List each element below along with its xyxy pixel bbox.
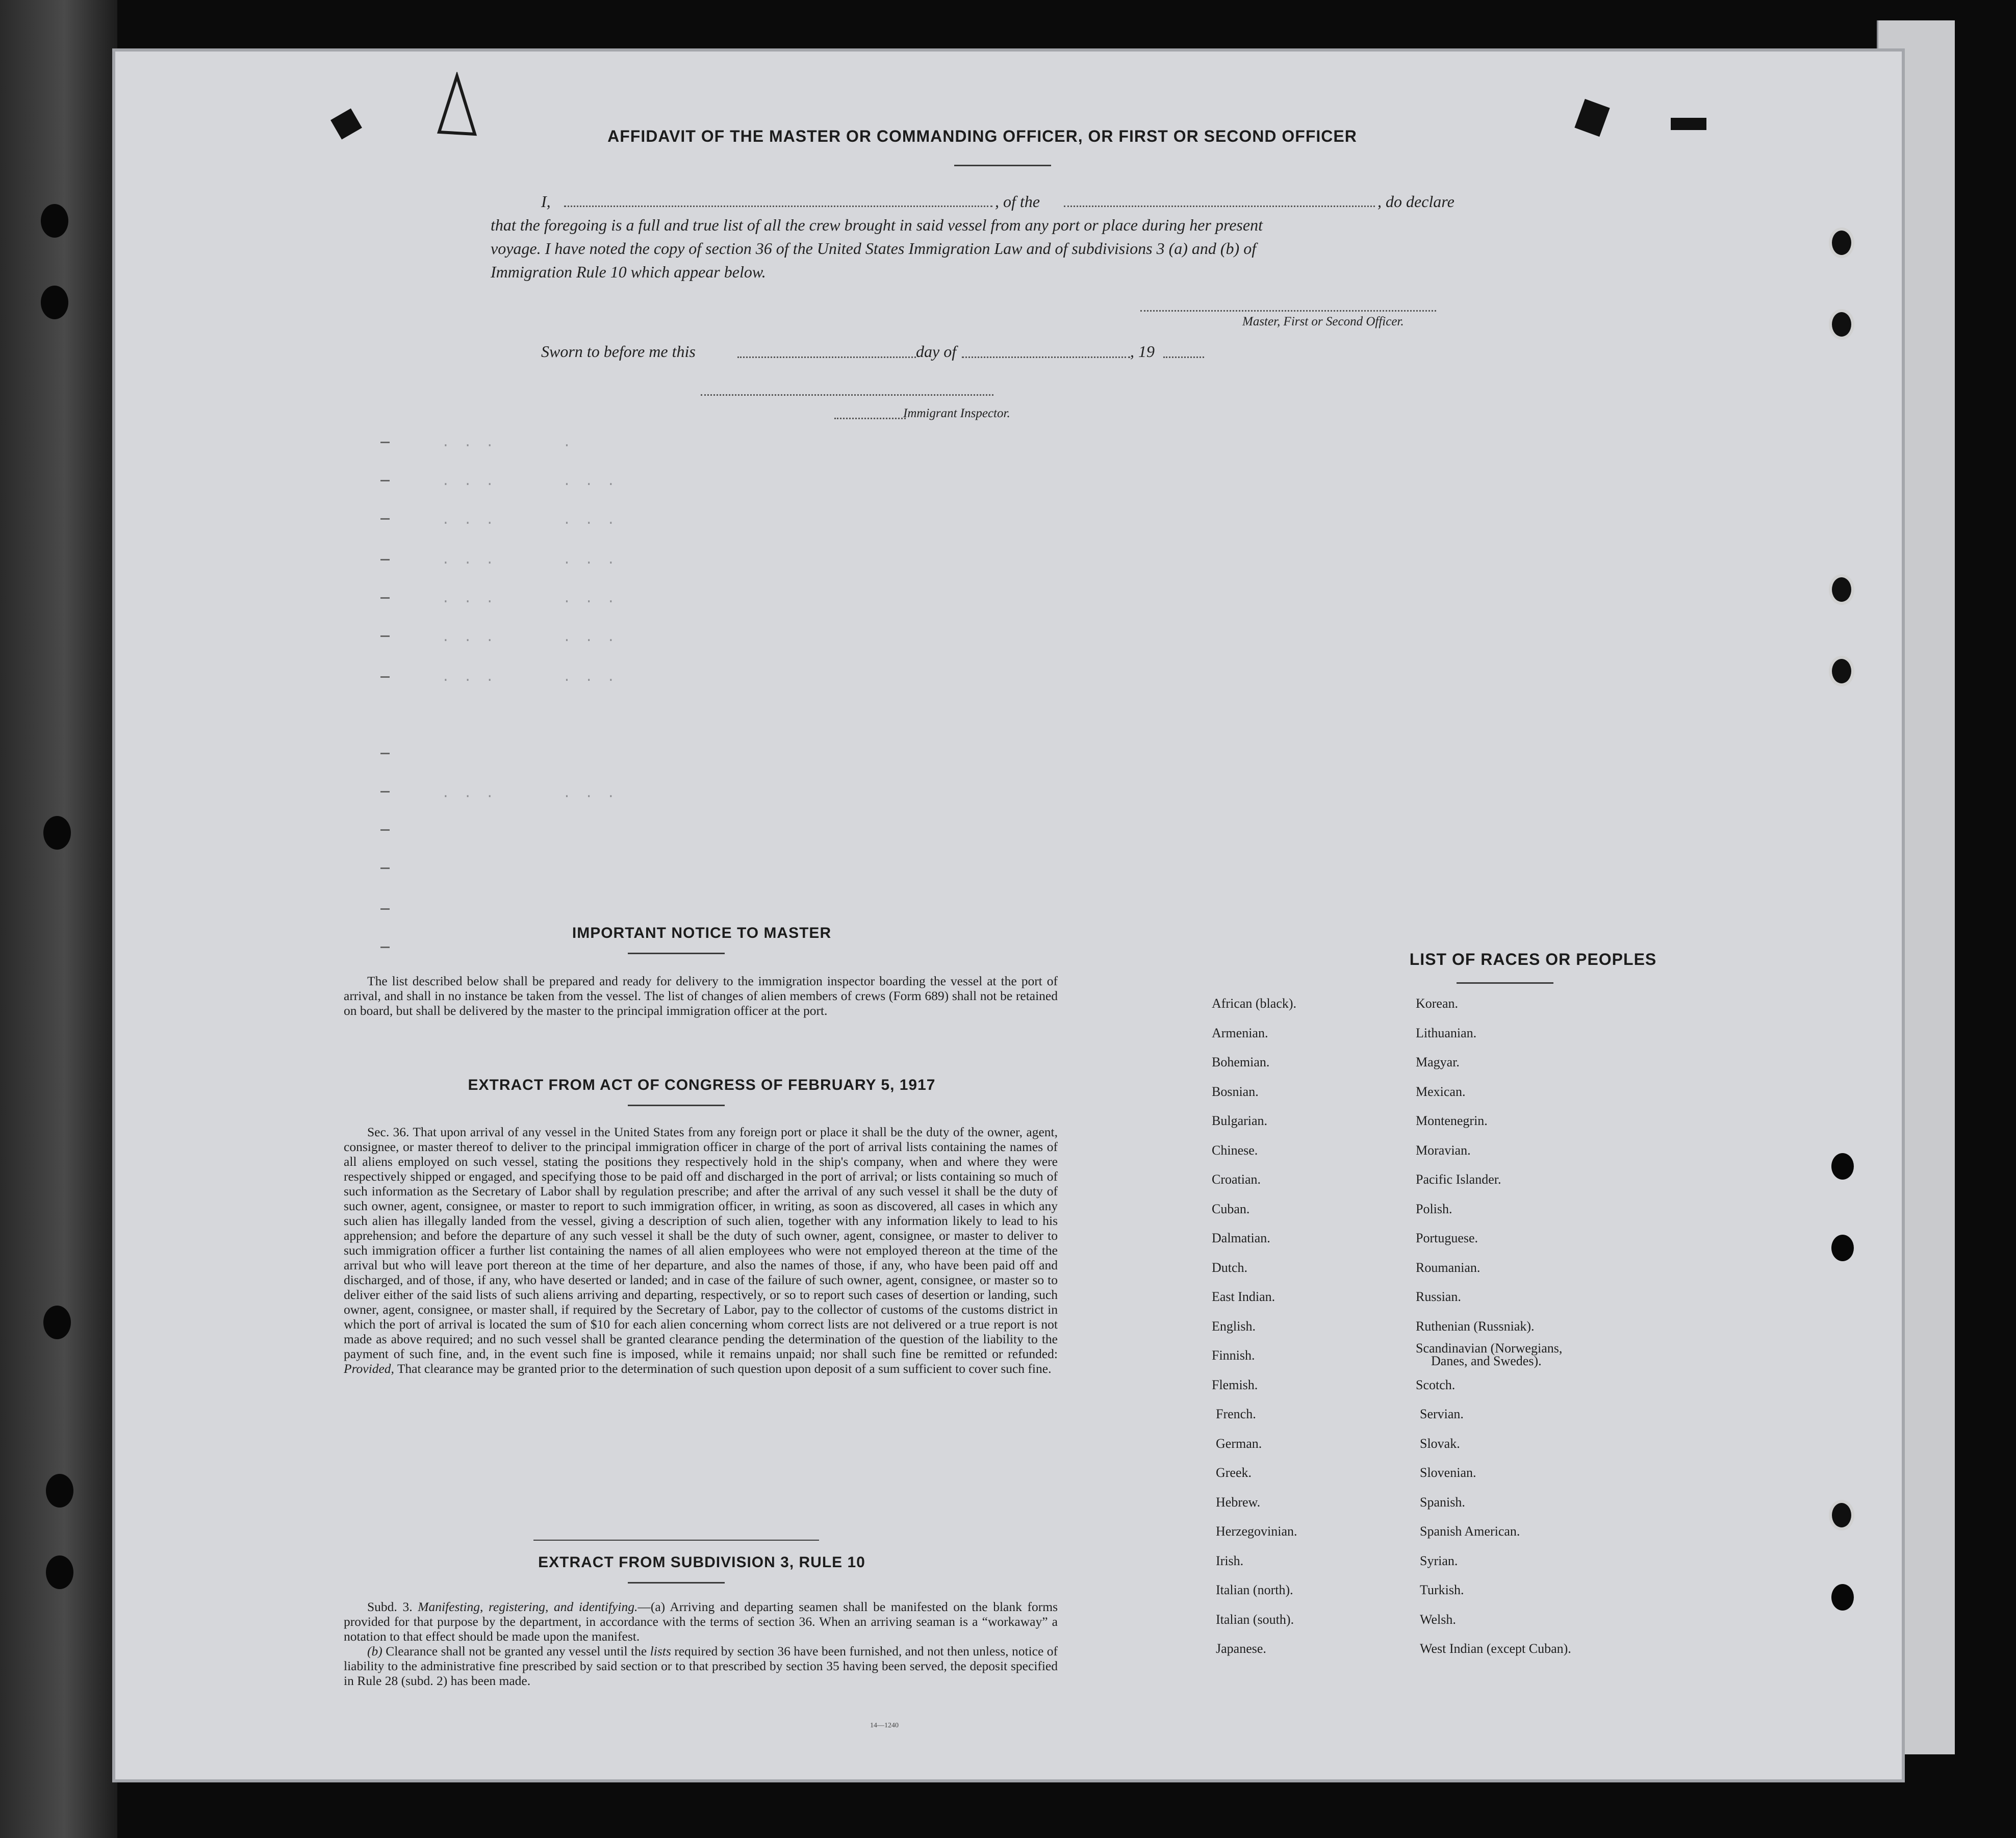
punch-hole [1829, 309, 1854, 340]
race-item: Turkish. [1420, 1582, 1464, 1597]
race-item: West Indian (except Cuban). [1420, 1641, 1571, 1656]
race-item: Magyar. [1416, 1055, 1460, 1069]
race-item: Italian (north). [1216, 1582, 1293, 1597]
race-item: Spanish. [1420, 1494, 1465, 1510]
bleed-through-text: . . . . [442, 435, 574, 450]
race-item: Slovenian. [1420, 1465, 1476, 1480]
punch-hole [1829, 656, 1854, 686]
races-title: LIST OF RACES OR PEOPLES [1409, 950, 1657, 968]
race-item: Dutch. [1212, 1260, 1248, 1275]
race-item: Moravian. [1416, 1142, 1471, 1158]
do-declare-label: , do declare [1377, 192, 1454, 211]
divider [628, 1582, 725, 1584]
race-item: Lithuanian. [1416, 1025, 1477, 1040]
bleed-dash [380, 908, 390, 910]
race-item: Scandinavian (Norwegians, [1416, 1341, 1563, 1356]
subdivision-title: Manifesting, registering, and identifying. [418, 1599, 638, 1614]
binder-hole [41, 204, 68, 238]
document-page [112, 48, 1905, 1782]
race-item: Polish. [1416, 1201, 1452, 1216]
bleed-dash [380, 442, 390, 443]
race-item: Mexican. [1416, 1084, 1466, 1099]
vessel-name-field[interactable] [1064, 206, 1375, 207]
subdivision-a-text: —(a) Arriving and departing seamen shall be manifested on the blank forms provided for that purpose by the department, in accordance with the terms of section 36. When an arriving seaman is a “workaway” a notation to that effect should be made upon the manifest. [344, 1599, 1058, 1644]
race-item: Irish. [1216, 1553, 1244, 1568]
divider [628, 1105, 725, 1106]
divider [533, 1540, 819, 1541]
bleed-dash [380, 753, 390, 754]
race-item: Danes, and Swedes). [1431, 1354, 1542, 1368]
bleed-through-text: . . . . . . [442, 670, 618, 685]
race-item: Korean. [1416, 996, 1459, 1011]
race-item: Russian. [1416, 1289, 1461, 1304]
corner-mark [1574, 99, 1610, 137]
section-tail: That clearance may be granted prior to the determination of such question upon deposit of a sum sufficient to cover such fine. [394, 1361, 1052, 1376]
master-caption: Master, First or Second Officer. [1242, 315, 1404, 328]
punch-hole [1831, 1235, 1854, 1261]
notice-paragraph: The list described below shall be prepared and ready for delivery to the immigration inspector boarding the vessel at the port of arrival, and shall in no instance be taken from the vessel. The list of changes of alien members of crews (Form 689) shall not be retained on board, but shall be delivered by the master to the principal immigration officer at the port. [344, 974, 1058, 1018]
bleed-dash [380, 867, 390, 869]
bleed-dash [380, 518, 390, 520]
bleed-dash [380, 791, 390, 793]
race-item: Hebrew. [1216, 1494, 1261, 1510]
race-item: Croatian. [1212, 1172, 1261, 1187]
punch-hole [1831, 1153, 1854, 1180]
race-item: Syrian. [1420, 1553, 1458, 1568]
bleed-dash [380, 597, 390, 599]
bleed-dash [380, 947, 390, 948]
race-item: Finnish. [1212, 1348, 1255, 1363]
race-item: Bulgarian. [1212, 1113, 1268, 1128]
form-number: 14—1240 [870, 1722, 899, 1729]
affidavit-line: Immigration Rule 10 which appear below. [491, 263, 766, 281]
sworn-label: Sworn to before me this [541, 342, 696, 361]
binder-hole [43, 1306, 71, 1339]
act-text [344, 1125, 1058, 1376]
race-item: German. [1216, 1436, 1262, 1451]
master-signature-field[interactable] [1140, 310, 1436, 312]
divider [954, 165, 1051, 166]
race-item: Herzegovinian. [1216, 1524, 1297, 1539]
race-item: Pacific Islander. [1416, 1172, 1501, 1187]
race-item: Italian (south). [1216, 1612, 1294, 1627]
binder-hole [43, 816, 71, 850]
rule-title: EXTRACT FROM SUBDIVISION 3, RULE 10 [538, 1554, 865, 1571]
section-text: That upon arrival of any vessel in the United States from any foreign port or place it shall be the duty of the owner, agent, consignee, or master thereof to deliver to the principal immigration officer in charge of the port of arrival lists containing the names of all aliens employed on such vessel, stating the positions they respectively hold in the ship's company, when and where they were respectively shipped or engaged, and specifying those to be paid off and discharged in the port of arrival; or lists containing so much of such information as the Secretary of Labor shall by regulation prescribe; and after the arrival of any such vessel it shall be the duty of such owner, agent, consignee, or master to report to such immigration officer, in writing, as soon as discovered, all cases in which any such alien has illegally landed from the vessel, giving a description of such alien, together with any information likely to lead to his apprehension; and before the departure of any such vessel it shall be the duty of such owner, agent, consignee, or master to deliver to such immigration officer a further list containing the names of all alien employees who were not employed thereon at the time of the arrival but who will leave port thereon at the time of her departure, and also the names of those, if any, who have been paid off and discharged, and of those, if any, who have deserted or landed; and in case of the failure of such owner, agent, consignee, or master so to deliver either of the said lists of such aliens arriving and departing, respectively, or so to report such cases of desertion or landing, such owner, agent, consignee, or master shall, if required by the Secretary of Labor, pay to the collector of customs of the customs district in which the port of arrival is located the sum of $10 for each alien concerning whom correct lists are not delivered or a true report is not made as above required; and no such vessel shall be granted clearance pending the determination of the question of the liability to the payment of such fine, and, in the event such fine is imposed, while it remains unpaid; nor shall such fine be remitted or refunded: [344, 1125, 1058, 1361]
race-item: Bohemian. [1212, 1055, 1270, 1069]
subdivision-label: Subd. 3. [367, 1599, 413, 1614]
triangle-mark-icon [434, 72, 480, 138]
declarant-label: I, [541, 192, 551, 211]
punch-hole [1829, 1500, 1854, 1530]
bleed-dash [380, 480, 390, 481]
race-item: Ruthenian (Russniak). [1416, 1318, 1535, 1334]
race-item: East Indian. [1212, 1289, 1275, 1304]
race-item: Welsh. [1420, 1612, 1456, 1627]
bleed-through-text: . . . . . . [442, 474, 618, 489]
affidavit-title: AFFIDAVIT OF THE MASTER OR COMMANDING OFFICER, OR FIRST OR SECOND OFFICER [607, 127, 1357, 145]
race-item: African (black). [1212, 996, 1297, 1011]
punch-hole [1831, 1584, 1854, 1611]
race-item: Scotch. [1416, 1377, 1456, 1392]
subdivision-b-text: Clearance shall not be granted any vessel until the [382, 1644, 650, 1658]
subdivision-b-label: (b) [367, 1644, 382, 1658]
race-item: Montenegrin. [1416, 1113, 1488, 1128]
of-the-label: , of the [995, 192, 1040, 211]
race-item: Servian. [1420, 1407, 1464, 1421]
day-of-label: day of [916, 342, 957, 361]
notice-title: IMPORTANT NOTICE TO MASTER [572, 925, 832, 941]
race-item: French. [1216, 1407, 1256, 1421]
race-item: English. [1212, 1318, 1256, 1334]
punch-hole [1829, 574, 1854, 605]
race-item: Cuban. [1212, 1201, 1250, 1216]
bleed-dash [380, 676, 390, 678]
sworn-month-field[interactable] [962, 356, 1130, 358]
bleed-through-text: . . . . . . [442, 591, 618, 606]
subdivision-b-text: required by section 36 have been furnished, and not then unless, notice of liability to the administrative fine prescribed by said section or to that prescribed by section 35 having been served, the deposit specified in Rule 28 (subd. 2) has been made. [344, 1644, 1058, 1688]
sworn-day-field[interactable] [737, 356, 916, 358]
year-label: , 19 [1130, 342, 1155, 361]
race-item: Slovak. [1420, 1436, 1460, 1451]
section-label: Sec. 36. [367, 1125, 410, 1139]
bleed-through-text: . . . . . . [442, 786, 618, 801]
act-title: EXTRACT FROM ACT OF CONGRESS OF FEBRUARY 5, 1917 [468, 1077, 936, 1093]
inspector-caption: Immigrant Inspector. [903, 406, 1010, 420]
race-item: Armenian. [1212, 1025, 1268, 1040]
divider [1457, 982, 1553, 984]
bleed-through-text: . . . . . . [442, 513, 618, 528]
race-item: Greek. [1216, 1465, 1252, 1480]
declarant-name-field[interactable] [564, 206, 992, 207]
race-item: Roumanian. [1416, 1260, 1481, 1275]
corner-mark [330, 108, 362, 139]
divider [628, 953, 725, 954]
provided-label: Provided, [344, 1361, 394, 1376]
notice-text [344, 974, 1058, 1018]
rule-text [344, 1599, 1058, 1688]
affidavit-line: that the foregoing is a full and true list of all the crew brought in said vessel from any port or place during her present [491, 216, 1263, 234]
race-item: Japanese. [1216, 1641, 1266, 1656]
bleed-dash [380, 635, 390, 637]
inspector-signature-field[interactable] [834, 418, 906, 419]
race-item: Bosnian. [1212, 1084, 1259, 1099]
punch-hole [1829, 227, 1854, 258]
binder-hole [46, 1474, 73, 1508]
race-item: Dalmatian. [1212, 1231, 1270, 1245]
race-item: Chinese. [1212, 1142, 1258, 1158]
binder-hole [41, 286, 68, 319]
race-item: Spanish American. [1420, 1524, 1520, 1539]
sworn-year-field[interactable] [1163, 356, 1204, 358]
bleed-dash [380, 829, 390, 831]
lists-term: lists [650, 1644, 671, 1658]
bleed-dash [380, 559, 390, 560]
binder-hole [46, 1555, 73, 1589]
race-item: Flemish. [1212, 1377, 1258, 1392]
affidavit-line: voyage. I have noted the copy of section 36 of the United States Immigration Law and of subdivisions 3 (a) and (b) of [491, 239, 1257, 258]
corner-mark [1671, 118, 1706, 130]
bleed-through-text: . . . . . . [442, 630, 618, 645]
bleed-through-text: . . . . . . [442, 552, 618, 568]
inspector-signature-field[interactable] [701, 394, 993, 396]
race-item: Portuguese. [1416, 1231, 1478, 1245]
